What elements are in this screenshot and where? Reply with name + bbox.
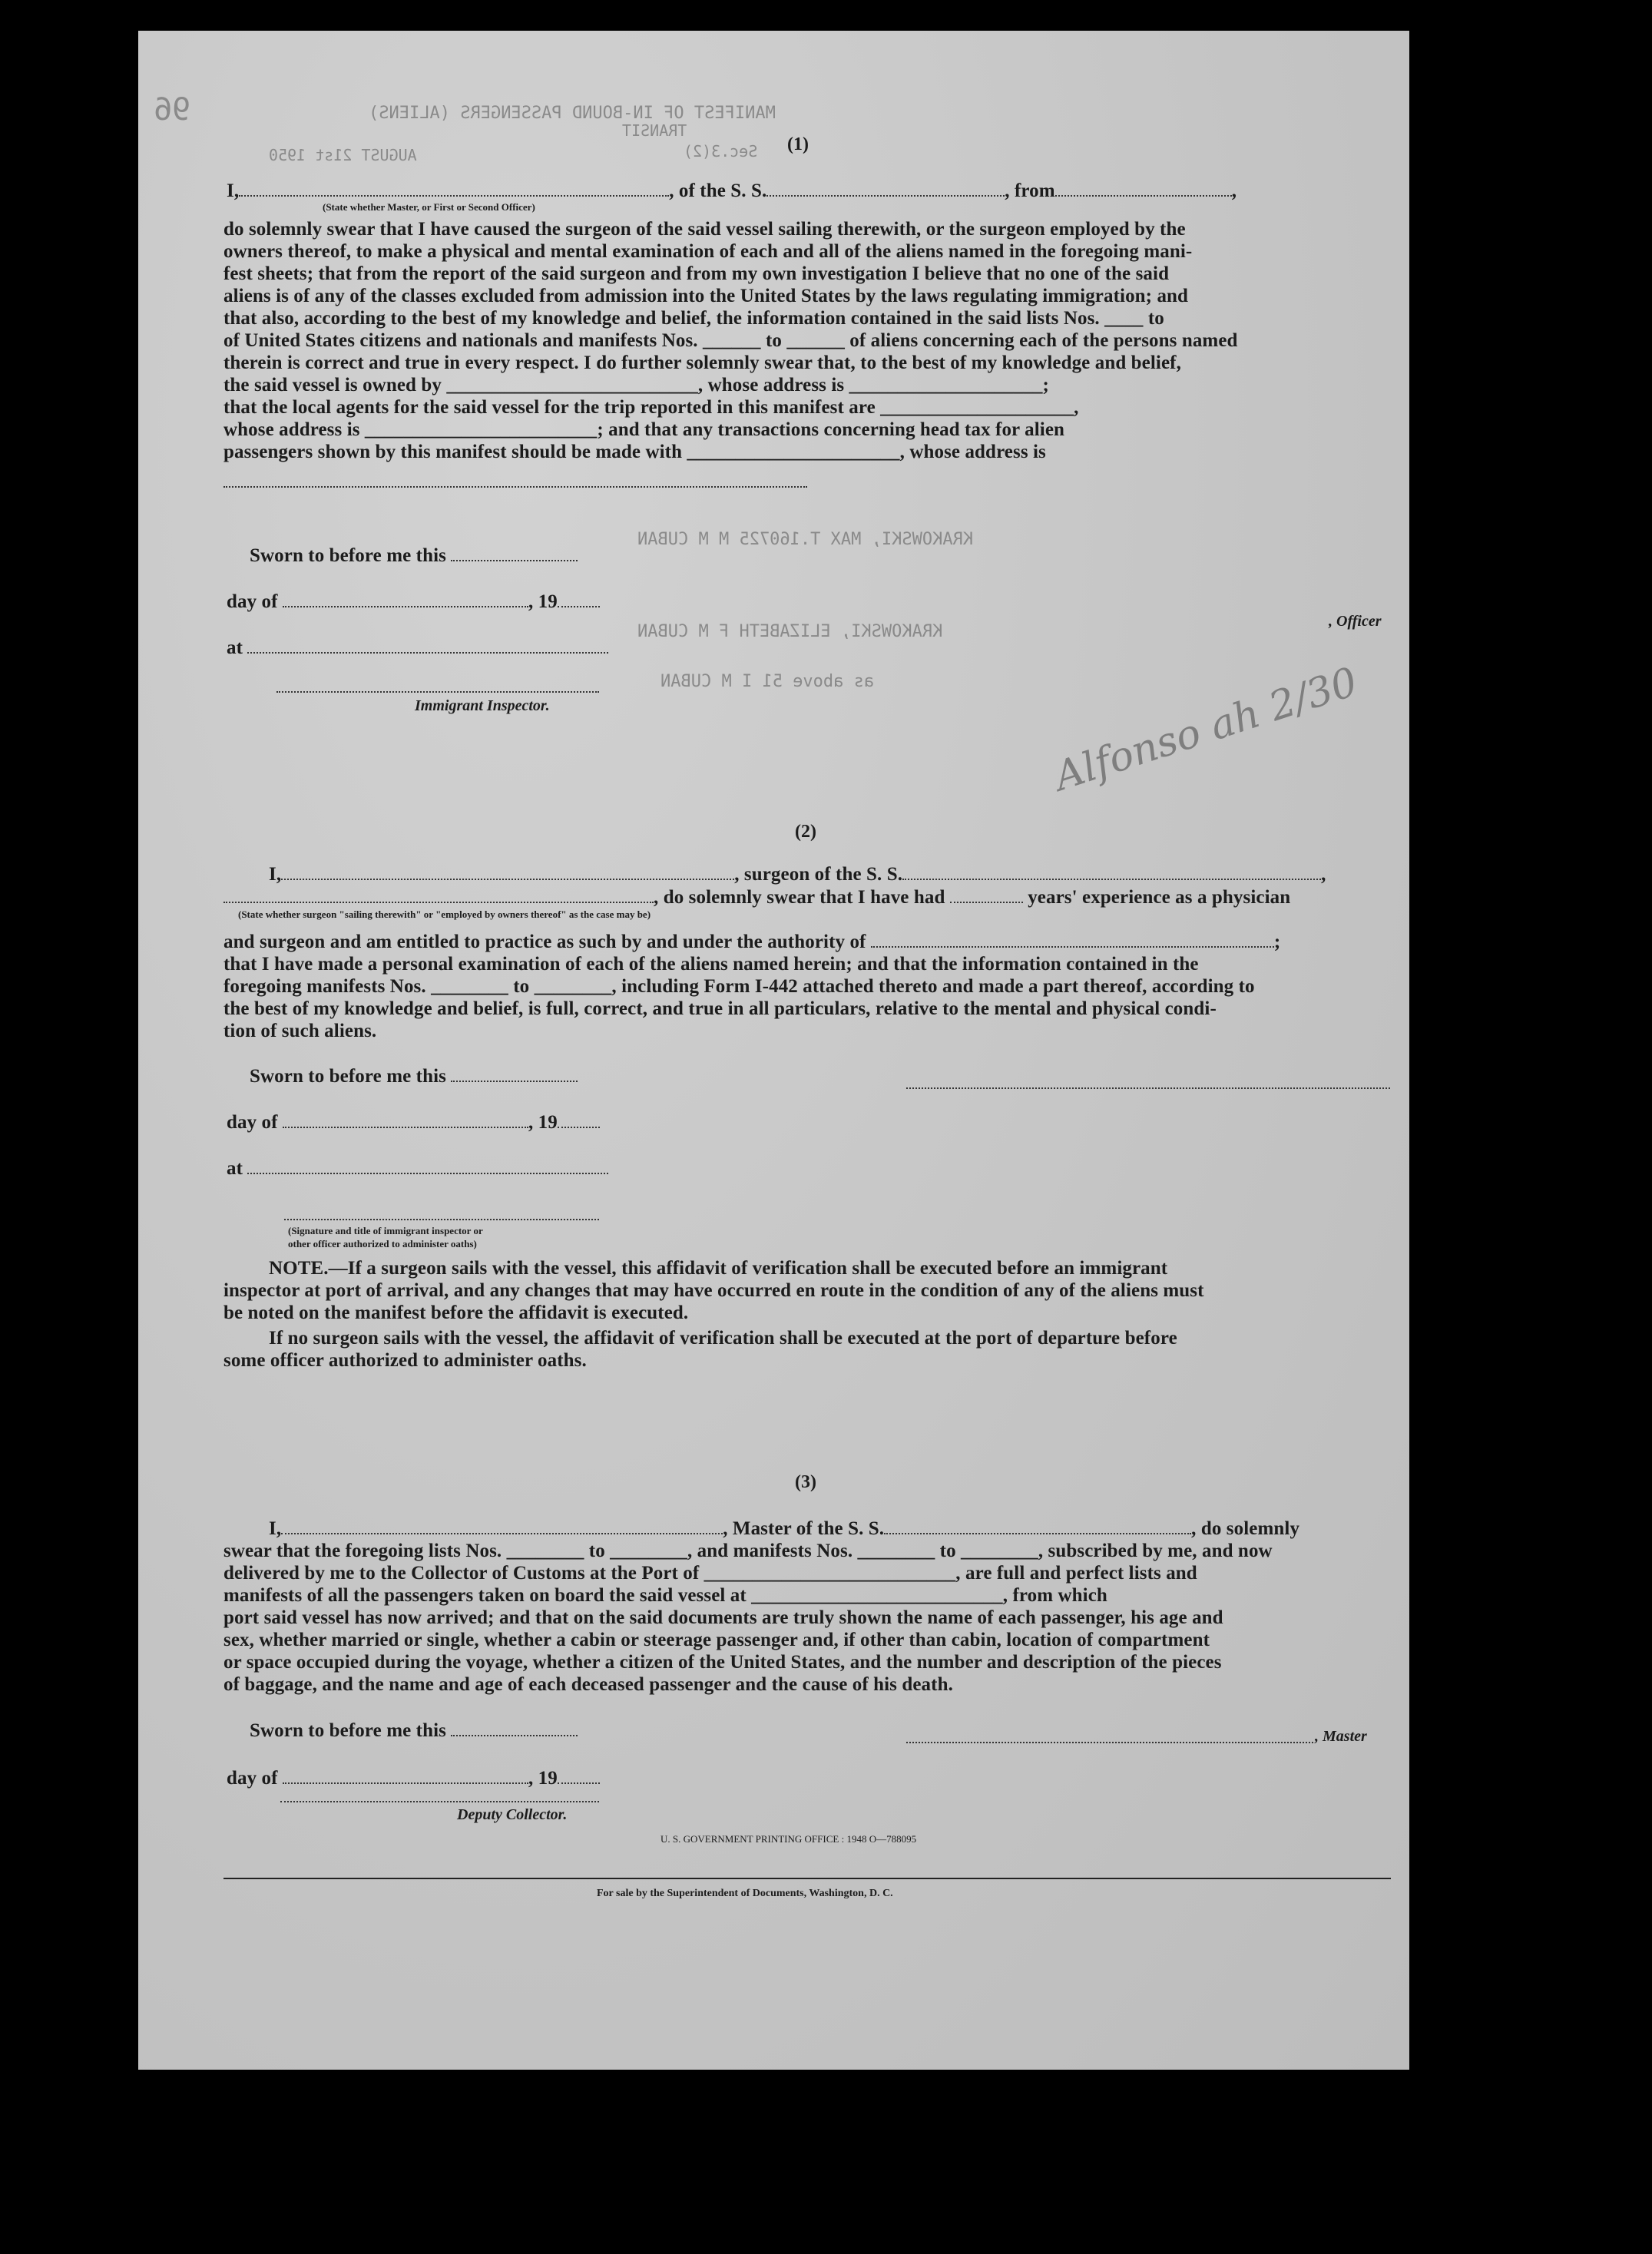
s1-sworn: Sworn to before me this <box>250 545 578 567</box>
s2-line-i: I, , surgeon of the S. S. , <box>269 864 1326 885</box>
s2-note-4: some officer authorized to administer oaths. <box>223 1350 587 1371</box>
bleed-row-3: as above 51 I M CUBAN <box>660 672 875 691</box>
section-3-number: (3) <box>795 1472 816 1492</box>
punch-hole <box>1442 206 1481 244</box>
s2-note-1: inspector at port of arrival, and any changes that may have occurred en route in the condition of any of the aliens must <box>223 1280 1204 1301</box>
s2-body-4: tion of such aliens. <box>223 1021 377 1041</box>
s1-line-i: I, , of the S. S. , from , <box>227 180 1237 201</box>
s3-body-5: or space occupied during the voyage, whether a citizen of the United States, and the number and description of the pieces <box>223 1652 1222 1673</box>
s1-day-of: day of , 19 <box>227 591 600 613</box>
bleed-number: 96 <box>154 92 191 127</box>
s2-sworn: Sworn to before me this <box>250 1066 578 1087</box>
s1-at: at <box>227 637 608 659</box>
punch-hole <box>1448 1388 1486 1427</box>
footer-rule <box>223 1878 1391 1879</box>
bleed-header-4: Sec.3(2) <box>684 142 758 161</box>
s3-sworn: Sworn to before me this <box>250 1720 578 1742</box>
s2-sig-note-1: (Signature and title of immigrant inspector or <box>288 1225 483 1236</box>
s3-master-label: , Master <box>1315 1728 1367 1745</box>
section-2-number: (2) <box>795 822 816 842</box>
bleed-row-1: KRAKOWSKI, MAX T.160725 M M CUBAN <box>637 530 974 549</box>
s1-body-10: passengers shown by this manifest should be made with ______________________, whose address is <box>223 442 1046 462</box>
s1-body-8: that the local agents for the said vessel for the trip reported in this manifest are ____________________, <box>223 397 1079 418</box>
s3-day-of: day of , 19 <box>227 1768 600 1789</box>
punch-hole <box>1448 1958 1486 1997</box>
s2-note-2: be noted on the manifest before the affidavit is executed. <box>223 1302 689 1323</box>
document-page <box>138 31 1409 2070</box>
punch-hole <box>1448 1845 1486 1884</box>
section-1-number: (1) <box>787 134 809 154</box>
s2-body-3: the best of my knowledge and belief, is full, correct, and true in all particulars, relative to the mental and physical condi- <box>223 998 1217 1019</box>
s2-body-0: and surgeon and am entitled to practice as such by and under the authority of ; <box>223 932 1281 952</box>
s1-blank-line <box>223 486 807 488</box>
s2-surgeon-note: (State whether surgeon "sailing therewith" or "employed by owners thereof" as the case may be) <box>238 909 651 920</box>
s1-body-9: whose address is ________________________; and that any transactions concerning head tax for alien <box>223 419 1065 440</box>
s3-body-4: sex, whether married or single, whether a cabin or steerage passenger and, if other than cabin, location of compartment <box>223 1630 1210 1650</box>
s2-at: at <box>227 1158 608 1180</box>
s1-officer-note: (State whether Master, or First or Second Officer) <box>323 201 535 213</box>
punch-hole <box>1458 242 1496 280</box>
s2-note-3: If no surgeon sails with the vessel, the affidavit of verification shall be executed at the port of departure before <box>269 1328 1177 1349</box>
s3-body-2: manifests of all the passengers taken on board the said vessel at __________________________, from which <box>223 1585 1107 1606</box>
punch-hole <box>1442 572 1480 611</box>
s2-line-swear: , do solemnly swear that I have had years' experience as a physician <box>223 887 1290 909</box>
s1-inspector-label: Immigrant Inspector. <box>415 697 550 714</box>
s3-body-0: swear that the foregoing lists Nos. ________ to ________, and manifests Nos. ________ to ________, subscribed by me, and now <box>223 1541 1273 1561</box>
s2-signature-line <box>906 1087 1390 1089</box>
s2-body-2: foregoing manifests Nos. ________ to ________, including Form I-442 attached thereto and made a part thereof, according to <box>223 976 1255 997</box>
handwritten-signature: Alfonso ah 2/30 <box>1048 659 1363 800</box>
s3-deputy-label: Deputy Collector. <box>457 1806 568 1823</box>
s1-body-0: do solemnly swear that I have caused the surgeon of the said vessel sailing therewith, or the surgeon employed by the <box>223 219 1186 240</box>
s3-body-6: of baggage, and the name and age of each deceased passenger and the cause of his death. <box>223 1674 953 1695</box>
bleed-header-3: TRANSIT <box>622 121 687 140</box>
s3-body-1: delivered by me to the Collector of Customs at the Port of __________________________, are full and perfect lists and <box>223 1563 1197 1584</box>
s2-day-of: day of , 19 <box>227 1112 600 1134</box>
bleed-header-2: AUGUST 21st 1950 <box>269 146 417 164</box>
bleed-header-1: MANIFEST OF IN-BOUND PASSENGERS (ALIENS) <box>369 104 776 123</box>
s1-body-2: fest sheets; that from the report of the said surgeon and from my own investigation I believe that no one of the said <box>223 263 1170 284</box>
s3-gpo: U. S. GOVERNMENT PRINTING OFFICE : 1948 O—788095 <box>660 1833 917 1845</box>
s3-line-i: I, , Master of the S. S. , do solemnly <box>269 1518 1300 1539</box>
s3-body-3: port said vessel has now arrived; and that on the said documents are truly shown the name of each passenger, his age and <box>223 1607 1223 1628</box>
s1-body-1: owners thereof, to make a physical and mental examination of each and all of the aliens named in the foregoing mani- <box>223 241 1193 262</box>
s1-body-6: therein is correct and true in every respect. I do further solemnly swear that, to the best of my knowledge and belief, <box>223 352 1181 373</box>
s1-inspector-line <box>276 691 599 693</box>
punch-hole <box>1442 697 1481 736</box>
s2-body-1: that I have made a personal examination of each of the aliens named herein; and that the information contained in the <box>223 954 1199 975</box>
s1-body-5: of United States citizens and nationals and manifests Nos. ______ to ______ of aliens concerning each of the persons named <box>223 330 1238 351</box>
s2-note-0: NOTE.—If a surgeon sails with the vessel, this affidavit of verification shall be executed before an immigrant <box>269 1258 1168 1279</box>
s2-sig-note-2: other officer authorized to administer oaths) <box>288 1238 477 1249</box>
punch-hole <box>1459 1033 1498 1071</box>
s1-body-7: the said vessel is owned by __________________________, whose address is ____________________; <box>223 375 1049 396</box>
bleed-row-2: KRAKOWSKI, ELIZABETH F M CUBAN <box>637 622 943 641</box>
s3-master-line <box>906 1742 1313 1743</box>
s1-body-4: that also, according to the best of my knowledge and belief, the information contained in the said lists Nos. ____ to <box>223 308 1164 329</box>
s2-official-line <box>284 1219 599 1220</box>
s1-officer-label: , Officer <box>1329 613 1382 630</box>
s1-body-3: aliens is of any of the classes excluded from admission into the United States by the laws regulating immigration; and <box>223 286 1189 306</box>
footer-sale: For sale by the Superintendent of Documents, Washington, D. C. <box>597 1888 893 1899</box>
punch-hole <box>1448 1504 1486 1542</box>
s3-deputy-line <box>280 1801 599 1802</box>
